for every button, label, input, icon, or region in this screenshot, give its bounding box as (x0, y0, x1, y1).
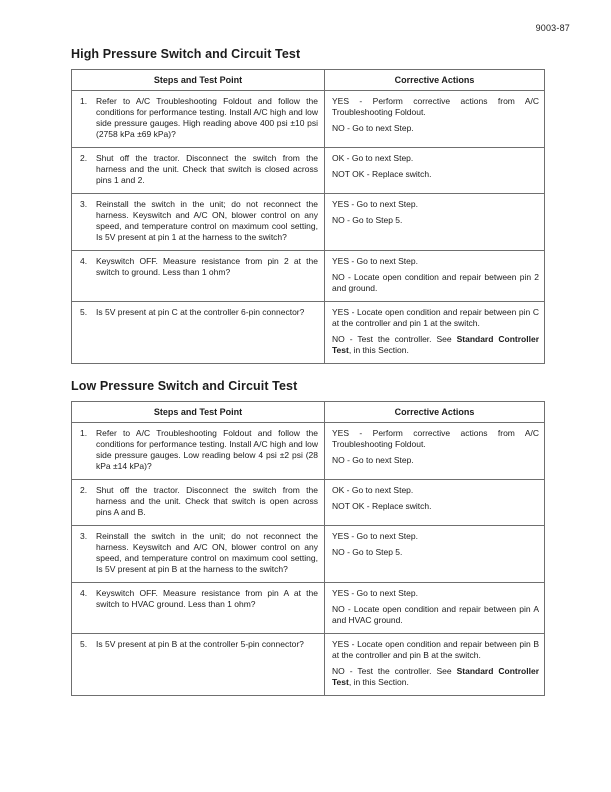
actions-cell (325, 423, 545, 480)
section-high-pressure-test (71, 47, 545, 364)
column-header-actions: Corrective Actions (325, 70, 545, 91)
document-page (71, 47, 545, 696)
step-cell (72, 91, 325, 148)
test-step-row (72, 526, 545, 583)
table-header (72, 402, 545, 423)
table-header (72, 70, 545, 91)
action-text: YES - Go to next Step. (332, 199, 418, 209)
actions-cell (325, 251, 545, 302)
table-body (72, 423, 545, 696)
step-cell (72, 302, 325, 364)
column-header-steps: Steps and Test Point (72, 70, 325, 91)
column-header-actions: Corrective Actions (325, 402, 545, 423)
step-number: 5. (80, 307, 88, 317)
action-text: YES - Perform corrective actions from A/C Troubleshooting Foldout. (332, 96, 539, 117)
table-body (72, 91, 545, 364)
actions-cell (325, 583, 545, 634)
step-text: Is 5V present at pin B at the controller 5-pin connector? (96, 639, 304, 649)
step-number: 2. (80, 153, 88, 163)
action-text: NO - Go to next Step. (332, 455, 414, 465)
test-step-row (72, 583, 545, 634)
low-pressure-test-table (71, 401, 545, 696)
action-text: NO - Locate open condition and repair between pin A and HVAC ground. (332, 604, 539, 625)
action-text: NO - Go to Step 5. (332, 215, 403, 225)
test-step-row (72, 634, 545, 696)
action-text: YES - Locate open condition and repair between pin B at the controller and pin B at the switch. (332, 639, 539, 660)
test-step-row (72, 251, 545, 302)
step-number: 4. (80, 588, 88, 598)
step-cell (72, 526, 325, 583)
step-text: Reinstall the switch in the unit; do not reconnect the harness. Keyswitch and A/C ON, blower control on any speed, and temperature control on maximum cool setting, Is 5V present at pin B at the harness to the switch? (96, 531, 318, 574)
step-cell (72, 423, 325, 480)
action-text: OK - Go to next Step. (332, 485, 414, 495)
high-pressure-test-table (71, 69, 545, 364)
step-text: Refer to A/C Troubleshooting Foldout and follow the conditions for performance testing. Install A/C high and low side pressure gauges. High reading above 400 psi ±10 psi (2758 kPa ±69 kPa)? (96, 96, 318, 139)
step-cell (72, 480, 325, 526)
actions-cell (325, 480, 545, 526)
action-text: NOT OK - Replace switch. (332, 501, 432, 511)
step-text: Keyswitch OFF. Measure resistance from pin A at the switch to HVAC ground. Less than 1 ohm? (96, 588, 318, 609)
section-title: High Pressure Switch and Circuit Test (71, 47, 301, 61)
step-cell (72, 148, 325, 194)
actions-cell (325, 91, 545, 148)
section-low-pressure-test (71, 379, 545, 696)
column-header-steps: Steps and Test Point (72, 402, 325, 423)
step-number: 2. (80, 485, 88, 495)
test-step-row (72, 91, 545, 148)
test-step-row (72, 148, 545, 194)
step-cell (72, 634, 325, 696)
test-step-row (72, 423, 545, 480)
page-number: 9003-87 (535, 23, 570, 33)
action-text: NO - Test the controller. See Standard Controller Test, in this Section. (332, 334, 540, 355)
step-cell (72, 251, 325, 302)
action-text: NO - Go to Step 5. (332, 547, 403, 557)
action-text: YES - Go to next Step. (332, 256, 418, 266)
step-number: 1. (80, 96, 88, 106)
step-text: Refer to A/C Troubleshooting Foldout and follow the conditions for performance testing. Install A/C high and low side pressure gauges. Low reading below 4 psi ±2 psi (28 kPa ±14 kPa)? (96, 428, 318, 471)
action-text: YES - Go to next Step. (332, 588, 418, 598)
test-step-row (72, 480, 545, 526)
actions-cell (325, 148, 545, 194)
action-text: YES - Go to next Step. (332, 531, 418, 541)
action-text: YES - Perform corrective actions from A/C Troubleshooting Foldout. (332, 428, 539, 449)
step-text: Is 5V present at pin C at the controller 6-pin connector? (96, 307, 305, 317)
step-text: Keyswitch OFF. Measure resistance from pin 2 at the switch to ground. Less than 1 ohm? (96, 256, 318, 277)
step-text: Shut off the tractor. Disconnect the switch from the harness and the unit. Check that switch is closed across pins 1 and 2. (96, 153, 318, 185)
actions-cell (325, 634, 545, 696)
action-text: NOT OK - Replace switch. (332, 169, 432, 179)
step-number: 3. (80, 199, 88, 209)
action-text: NO - Test the controller. See Standard Controller Test, in this Section. (332, 666, 540, 687)
action-text: NO - Go to next Step. (332, 123, 414, 133)
test-step-row (72, 194, 545, 251)
action-text: OK - Go to next Step. (332, 153, 414, 163)
section-title: Low Pressure Switch and Circuit Test (71, 379, 298, 393)
step-text: Shut off the tractor. Disconnect the switch from the harness and the unit. Check that switch is open across pins A and B. (96, 485, 318, 517)
step-cell (72, 194, 325, 251)
step-text: Reinstall the switch in the unit; do not reconnect the harness. Keyswitch and A/C ON, blower control on any speed, and temperature control on maximum cool setting, Is 5V present at pin 1 at the harness to the switch? (96, 199, 318, 242)
actions-cell (325, 194, 545, 251)
test-step-row (72, 302, 545, 364)
action-text: NO - Locate open condition and repair between pin 2 and ground. (332, 272, 539, 293)
actions-cell (325, 302, 545, 364)
step-number: 3. (80, 531, 88, 541)
step-number: 1. (80, 428, 88, 438)
step-number: 5. (80, 639, 88, 649)
step-cell (72, 583, 325, 634)
actions-cell (325, 526, 545, 583)
step-number: 4. (80, 256, 88, 266)
action-text: YES - Locate open condition and repair between pin C at the controller and pin 1 at the switch. (332, 307, 539, 328)
